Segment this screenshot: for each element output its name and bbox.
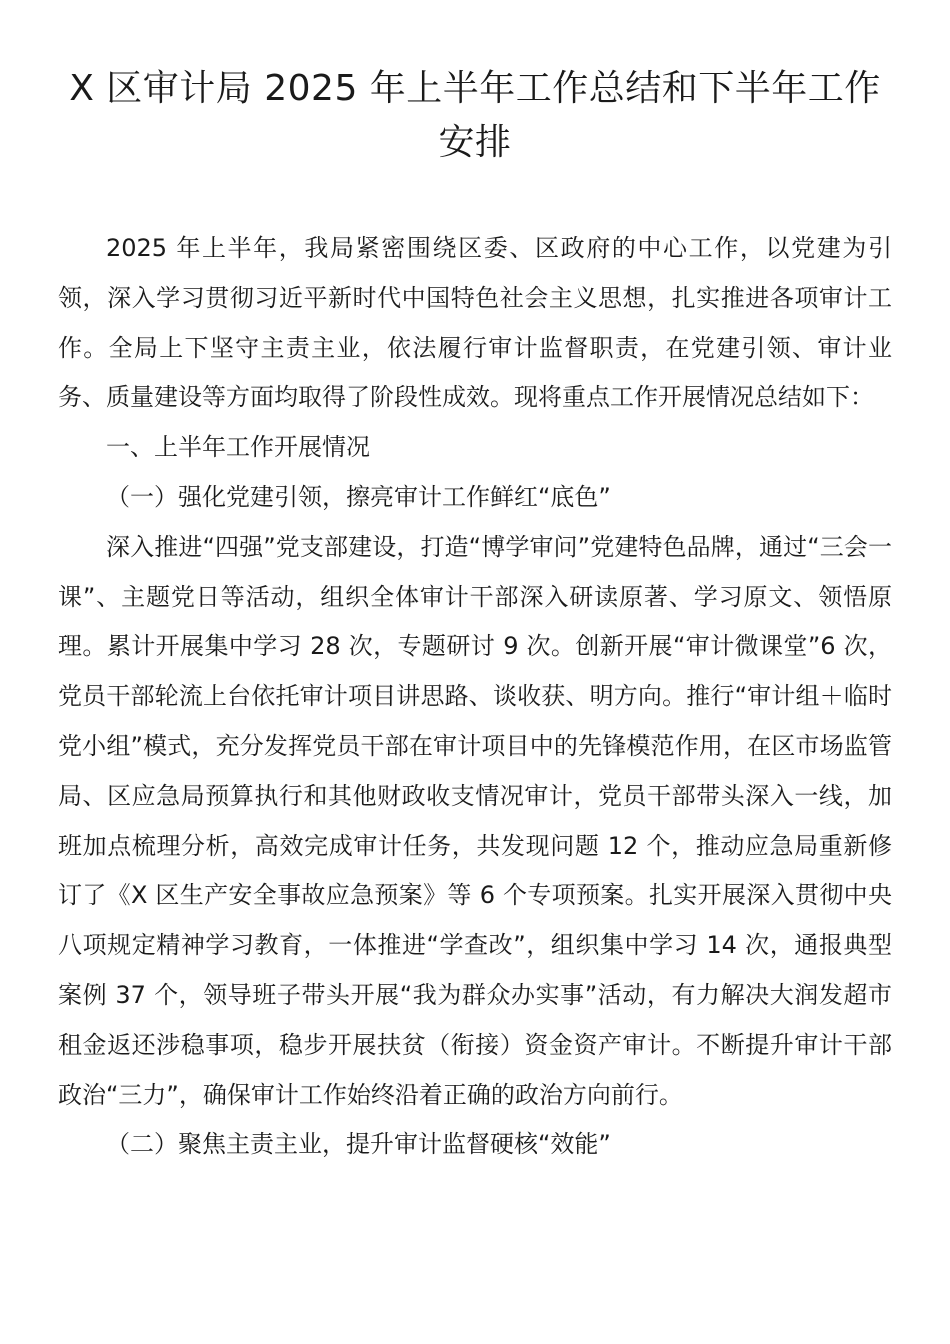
document-page [58,62,892,1170]
subsection-paragraph-1: 深入推进“四强”党支部建设，打造“博学审问”党建特色品牌，通过“三会一课”、主题党日等活动，组织全体审计干部深入研读原著、学习原文、领悟原理。累计开展集中学习 28 次，专题研讨 9 次。创新开展“审计微课堂”6 次，党员干部轮流上台依托审计项目讲思路、谈收获、明方向。推行“审计组＋临时党小组”模式，充分发挥党员干部在审计项目中的先锋模范作用，在区市场监管局、区应急局预算执行和其他财政收支情况审计，党员干部带头深入一线，加班加点梳理分析，高效完成审计任务，共发现问题 12 个，推动应急局重新修订了《X 区生产安全事故应急预案》等 6 个专项预案。扎实开展深入贯彻中央八项规定精神学习教育，一体推进“学查改”，组织集中学习 14 次，通报典型案例 37 个，领导班子带头开展“我为群众办实事”活动，有力解决大润发超市租金返还涉稳事项，稳步开展扶贫（衔接）资金资产审计。不断提升审计干部政治“三力”，确保审计工作始终沿着正确的政治方向前行。 [58,532,892,1109]
section-heading-1: 一、上半年工作开展情况 [106,433,370,462]
intro-paragraph: 2025 年上半年，我局紧密围绕区委、区政府的中心工作，以党建为引领，深入学习贯彻习近平新时代中国特色社会主义思想，扎实推进各项审计工作。全局上下坚守主责主业，依法履行审计监督职责，在党建引领、审计业务、质量建设等方面均取得了阶段性成效。现将重点工作开展情况总结如下： [58,234,892,412]
document-title: X 区审计局 2025 年上半年工作总结和下半年工作安排 [69,68,881,163]
document-body [58,224,892,1170]
subsection-heading-2: （二）聚焦主责主业，提升审计监督硬核“效能” [106,1130,611,1159]
subsection-heading-1: （一）强化党建引领，擦亮审计工作鲜红“底色” [106,482,611,511]
